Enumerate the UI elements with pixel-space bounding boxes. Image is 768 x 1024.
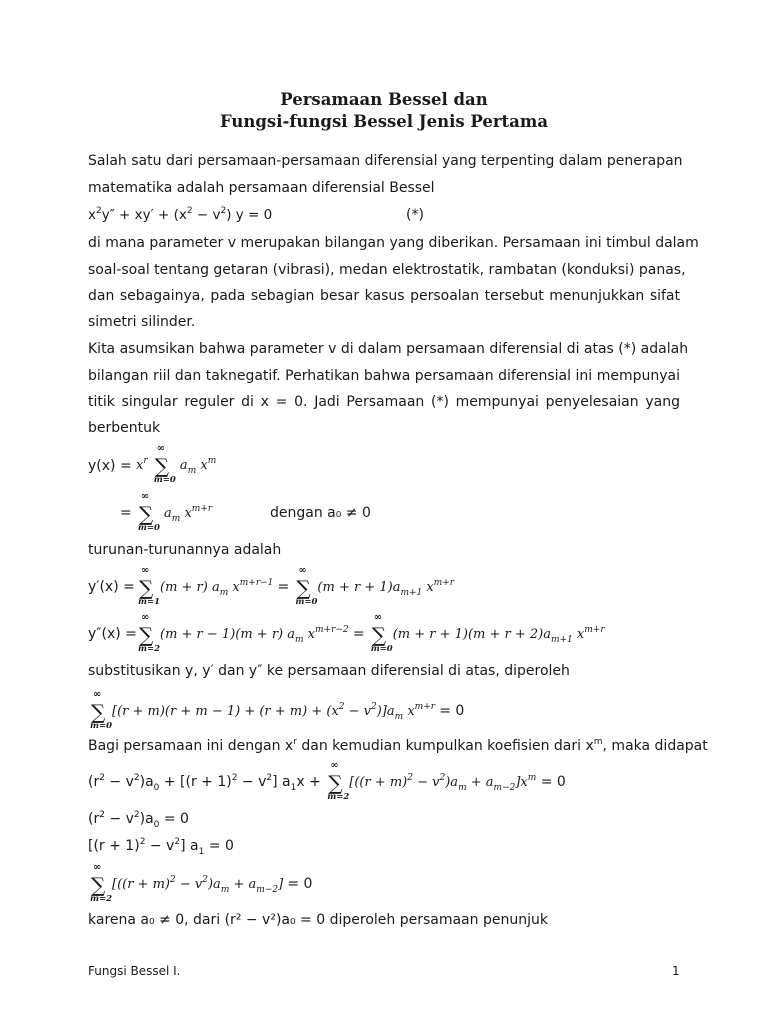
coefficient-equation: $(r^2 - v^2)a_0 + [(r + 1)^2 - v^2] a_1x$ + ∞ ∑ m=2 $[((r + m)^2 - v^2)a_m + a_{m-2}]x^m = 0$ xyxy=(88,759,566,802)
summation-symbol: ∞ ∑ m=0 xyxy=(153,442,176,485)
paragraph-3-line-1: Kita asumsikan bahwa parameter v di dalam persamaan diferensial di atas (*) adalah xyxy=(88,341,689,357)
summation-symbol: ∞ ∑ m=0 xyxy=(137,490,160,533)
summation-symbol: ∞ ∑ m=0 xyxy=(370,611,393,654)
paragraph-3-line-3: titik singular reguler di x = 0. Jadi Persamaan (*) mempunyai penyelesaian yang xyxy=(88,394,680,410)
second-derivative-expression: ∞ ∑ m=2 (m + r − 1)(m + r) $a_m$ $x^{m+r-2}$ = ∞ ∑ m=0 $(m + r + 1)(m + r + 2)a_{m+1}$ $x^{m+r}$ xyxy=(138,611,605,654)
division-text: Bagi persamaan ini dengan $x^r$ dan kemudian kumpulkan koefisien dari $x^m$, maka didapat xyxy=(88,737,708,754)
series-condition: dengan a₀ ≠ 0 xyxy=(270,505,371,521)
derivatives-intro: turunan-turunannya adalah xyxy=(88,542,282,558)
paragraph-2-line-3: dan sebagainya, pada sebagian besar kasus persoalan tersebut menunjukkan sifat xyxy=(88,288,680,304)
paragraph-1-line-1: Salah satu dari persamaan-persamaan diferensial yang terpenting dalam penerapan xyxy=(88,153,683,169)
page-number: 1 xyxy=(672,964,680,978)
title-line-2: Fungsi-fungsi Bessel Jenis Pertama xyxy=(219,112,549,131)
first-derivative-lhs: y′(x) = xyxy=(88,579,135,595)
series-lhs: y(x) = xyxy=(88,458,132,474)
indicial-condition-1: $(r^2 - v^2)a_0 = 0$ xyxy=(88,810,189,830)
paragraph-3-line-4: berbentuk xyxy=(88,420,161,436)
bessel-equation: $x^2y'' + xy' + (x^2 - v^2) y = 0$ xyxy=(88,206,273,223)
summation-symbol: ∞ ∑ m=2 xyxy=(138,611,161,654)
summation-symbol: ∞ ∑ m=2 xyxy=(90,861,113,904)
paragraph-2-line-1: di mana parameter v merupakan bilangan yang diberikan. Persamaan ini timbul dalam xyxy=(88,235,699,251)
series-combined: = ∞ ∑ m=0 $a_m$ $x^{m+r}$ xyxy=(120,490,213,533)
equation-label-star: (*) xyxy=(406,207,424,223)
indicial-text: karena a₀ ≠ 0, dari (r² − v²)a₀ = 0 diperoleh persamaan penunjuk xyxy=(88,912,548,928)
title-line-1: Persamaan Bessel dan xyxy=(280,90,488,109)
summation-symbol: ∞ ∑ m=1 xyxy=(138,564,161,607)
paragraph-2-line-2: soal-soal tentang getaran (vibrasi), medan elektrostatik, rambatan (konduksi) panas, xyxy=(88,262,686,278)
substitution-text: substitusikan y, y′ dan y″ ke persamaan diferensial di atas, diperoleh xyxy=(88,663,570,679)
second-derivative-lhs: y″(x) = xyxy=(88,626,137,642)
paragraph-1-line-2: matematika adalah persamaan diferensial Bessel xyxy=(88,180,435,196)
recurrence-equation: ∞ ∑ m=2 $[((r + m)^2 - v^2)a_m + a_{m-2}] = 0$ xyxy=(90,861,313,904)
summation-symbol: ∞ ∑ m=0 xyxy=(295,564,318,607)
summation-symbol: ∞ ∑ m=2 xyxy=(327,759,350,802)
summation-symbol: ∞ ∑ m=0 xyxy=(90,688,113,731)
paragraph-3-line-2: bilangan riil dan taknegatif. Perhatikan bahwa persamaan diferensial ini mempunyai xyxy=(88,368,680,384)
paragraph-2-line-4: simetri silinder. xyxy=(88,314,196,330)
substituted-equation: ∞ ∑ m=0 $[(r + m)(r + m - 1) + (r + m) + (x^2 - v^2)]a_m$ $x^{m+r} = 0$ xyxy=(90,688,465,731)
footer-label: Fungsi Bessel I. xyxy=(88,964,181,978)
indicial-condition-2: $[(r + 1)^2 - v^2]$ $a_1 = 0$ xyxy=(88,837,234,857)
first-derivative-expression: ∞ ∑ m=1 (m + r) $a_m$ $x^{m+r-1}$ = ∞ ∑ m=0 $(m + r + 1)a_{m+1}$ $x^{m+r}$ xyxy=(138,564,455,607)
series-definition: $x^r$ ∞ ∑ m=0 $a_m$ $x^m$ xyxy=(136,442,217,485)
